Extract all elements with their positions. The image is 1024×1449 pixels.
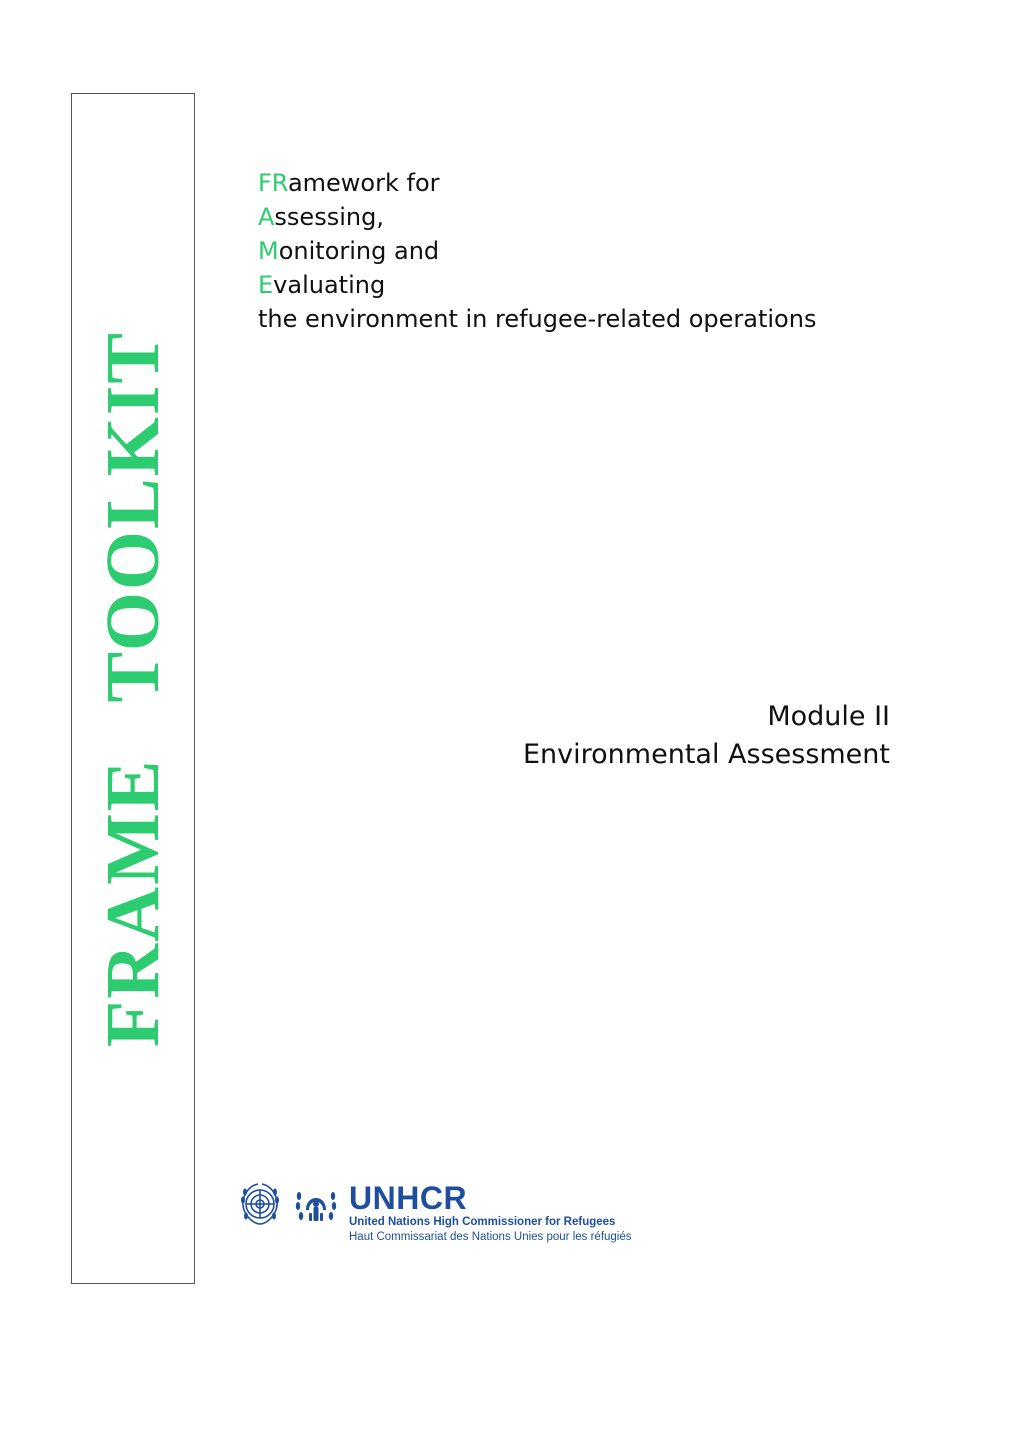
acronym-rest: onitoring and (278, 237, 440, 265)
acronym-line-assessing (258, 200, 816, 234)
acronym-rest: ssessing, (274, 203, 384, 231)
unhcr-logo (232, 1176, 632, 1256)
spine-title (91, 330, 175, 1047)
acronym-letter: E (258, 271, 274, 299)
logo-wordmark: UNHCR (349, 1180, 468, 1216)
logo-english-name: United Nations High Commissioner for Refugees (349, 1216, 616, 1228)
acronym-letter: A (258, 203, 275, 231)
acronym-rest: valuating (273, 271, 386, 299)
unhcr-emblem-icon (292, 1180, 340, 1228)
acronym-line-framework (258, 166, 816, 200)
logo-french-name: Haut Commissariat des Nations Unies pour les réfugiés (349, 1231, 632, 1243)
acronym-rest: amework for (287, 169, 440, 197)
acronym-line-evaluating (258, 268, 816, 302)
acronym-line-monitoring (258, 234, 816, 268)
spine-title-word-frame: FRAME (91, 758, 175, 1047)
acronym-letter: M (258, 237, 279, 265)
spine-title-word-toolkit: TOOLKIT (91, 330, 175, 702)
un-emblem-icon (236, 1180, 284, 1228)
module-heading (523, 698, 890, 774)
acronym-letter: FR (258, 169, 288, 197)
acronym-tagline: the environment in refugee-related operations (258, 305, 817, 333)
module-number: Module II (767, 701, 890, 732)
acronym-block (258, 166, 816, 336)
spine-frame (71, 93, 195, 1284)
module-subject: Environmental Assessment (523, 739, 890, 770)
